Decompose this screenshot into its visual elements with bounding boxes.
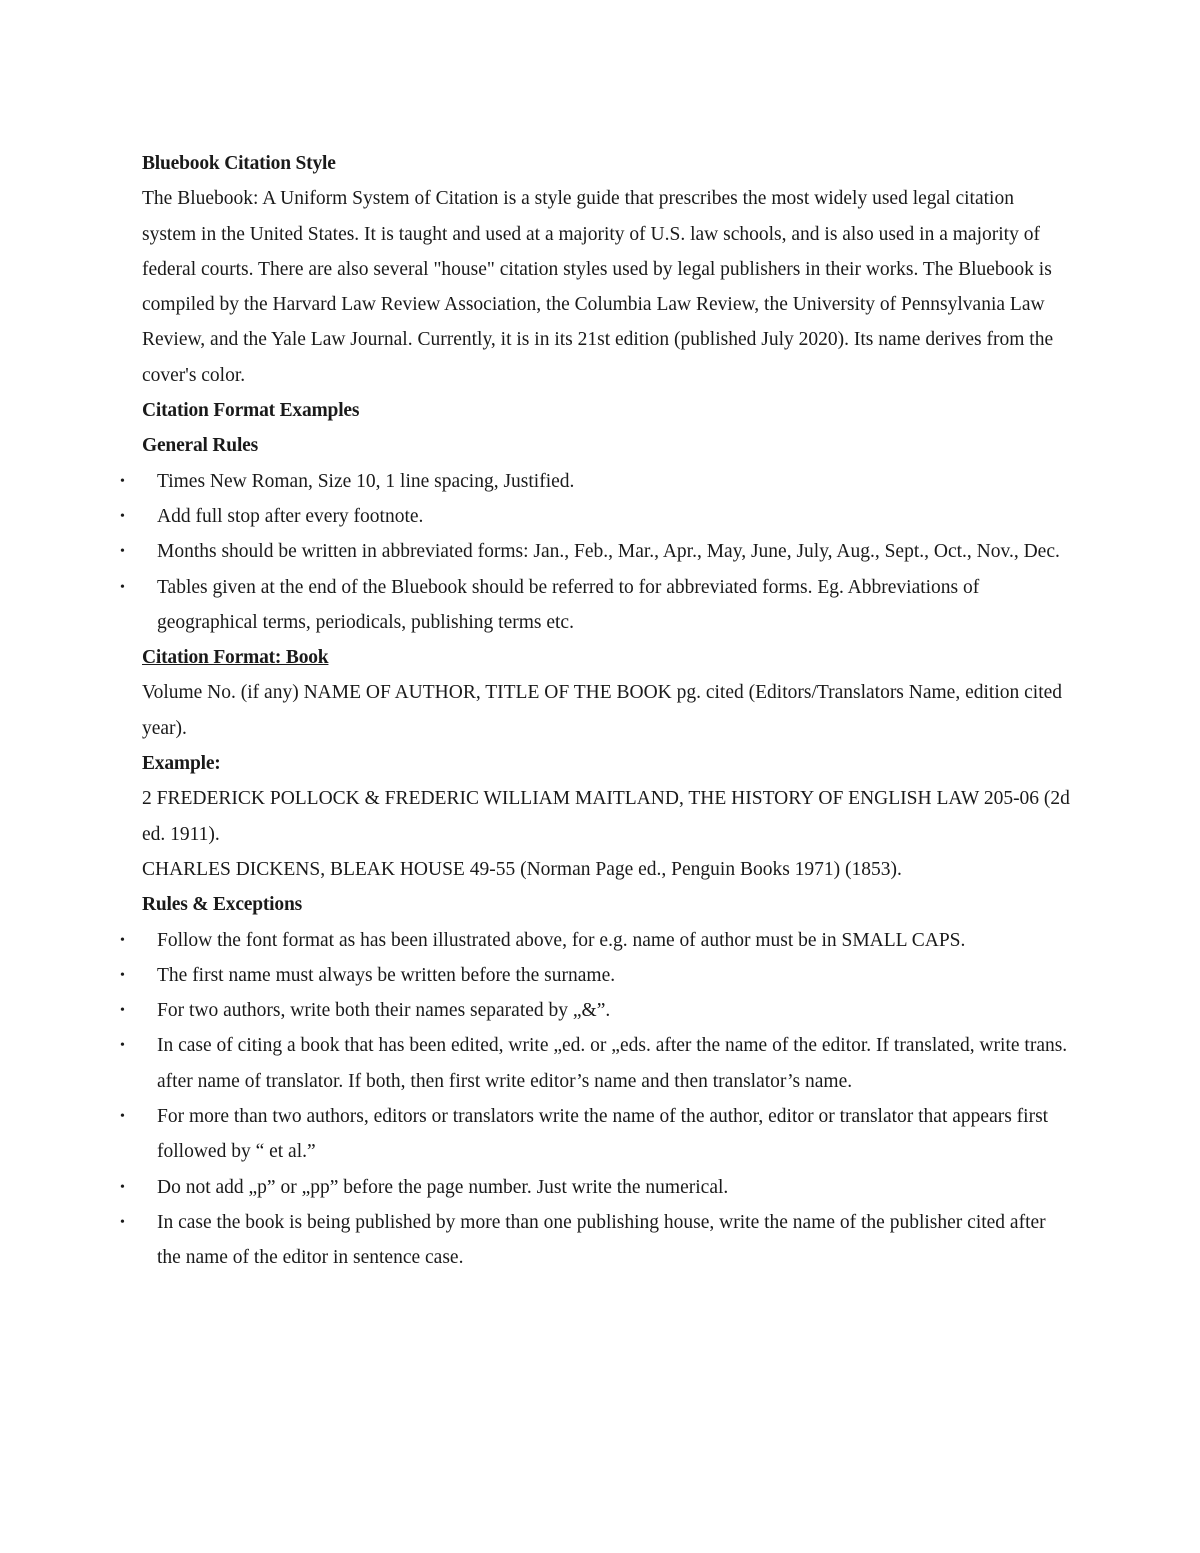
bullet-icon: • xyxy=(120,1038,125,1054)
bullet-icon: • xyxy=(120,473,125,489)
list-item: • Follow the font format as has been illustrated above, for e.g. name of author must be in SMALL CAPS. xyxy=(142,923,1072,958)
example-citation-2: CHARLES DICKENS, BLEAK HOUSE 49-55 (Norman Page ed., Penguin Books 1971) (1853). xyxy=(142,858,902,880)
bullet-icon: • xyxy=(120,1003,125,1019)
list-item: • In case of citing a book that has been edited, write „ed. or „eds. after the name of the editor. If translated, write trans. after name of translator. If both, then first write editor’s name and then translator’s name. xyxy=(142,1028,1072,1099)
bullet-icon: • xyxy=(120,1214,125,1230)
list-item: • For more than two authors, editors or translators write the name of the author, editor or translator that appears first followed by “ et al.” xyxy=(142,1099,1072,1170)
list-item: • Add full stop after every footnote. xyxy=(142,499,1072,534)
general-rules-heading: General Rules xyxy=(142,435,259,457)
bullet-icon: • xyxy=(120,967,125,983)
bullet-icon: • xyxy=(120,544,125,560)
bullet-icon: • xyxy=(120,1179,125,1195)
rules-exceptions-heading: Rules & Exceptions xyxy=(142,894,302,916)
list-item: • In case the book is being published by more than one publishing house, write the name of the publisher cited after the name of the editor in sentence case. xyxy=(142,1205,1072,1276)
example-heading: Example: xyxy=(142,753,221,775)
document-title: Bluebook Citation Style xyxy=(142,153,336,174)
bullet-icon: • xyxy=(120,579,125,595)
section-examples-heading: Citation Format Examples xyxy=(142,400,360,422)
example-citation-1: 2 FREDERICK POLLOCK & FREDERIC WILLIAM MAITLAND, THE HISTORY OF ENGLISH LAW 205-06 (2d ed. 1911). xyxy=(142,788,1070,845)
list-item: • Months should be written in abbreviated forms: Jan., Feb., Mar., Apr., May, June, July, Aug., Sept., Oct., Nov., Dec. xyxy=(142,534,1072,569)
intro-paragraph: The Bluebook: A Uniform System of Citation is a style guide that prescribes the most widely used legal citation system in the United States. It is taught and used at a majority of U.S. law schools, and is also used in a majority of federal courts. There are also several "house" citation styles used by legal publishers in their works. The Bluebook is compiled by the Harvard Law Review Association, the Columbia Law Review, the University of Pennsylvania Law Review, and the Yale Law Journal. Currently, it is in its 21st edition (published July 2020). Its name derives from the cover's color. xyxy=(142,188,1054,386)
bullet-icon: • xyxy=(120,508,125,524)
bullet-icon: • xyxy=(120,1109,125,1125)
list-item: • The first name must always be written before the surname. xyxy=(142,958,1072,993)
general-rules-list xyxy=(120,464,1072,640)
book-format-template: Volume No. (if any) NAME OF AUTHOR, TITLE OF THE BOOK pg. cited (Editors/Translators Name, edition cited year). xyxy=(142,682,1063,739)
bullet-icon: • xyxy=(120,932,125,948)
list-item: • Times New Roman, Size 10, 1 line spacing, Justified. xyxy=(142,464,1072,499)
list-item: • Do not add „p” or „pp” before the page number. Just write the numerical. xyxy=(142,1170,1072,1205)
book-format-heading: Citation Format: Book xyxy=(142,647,329,669)
list-item: • Tables given at the end of the Bluebook should be referred to for abbreviated forms. Eg. Abbreviations of geographical terms, periodicals, publishing terms etc. xyxy=(142,570,1072,641)
rules-exceptions-list xyxy=(120,923,1072,1276)
document-page xyxy=(120,146,1072,1276)
list-item: • For two authors, write both their names separated by „&”. xyxy=(142,993,1072,1028)
